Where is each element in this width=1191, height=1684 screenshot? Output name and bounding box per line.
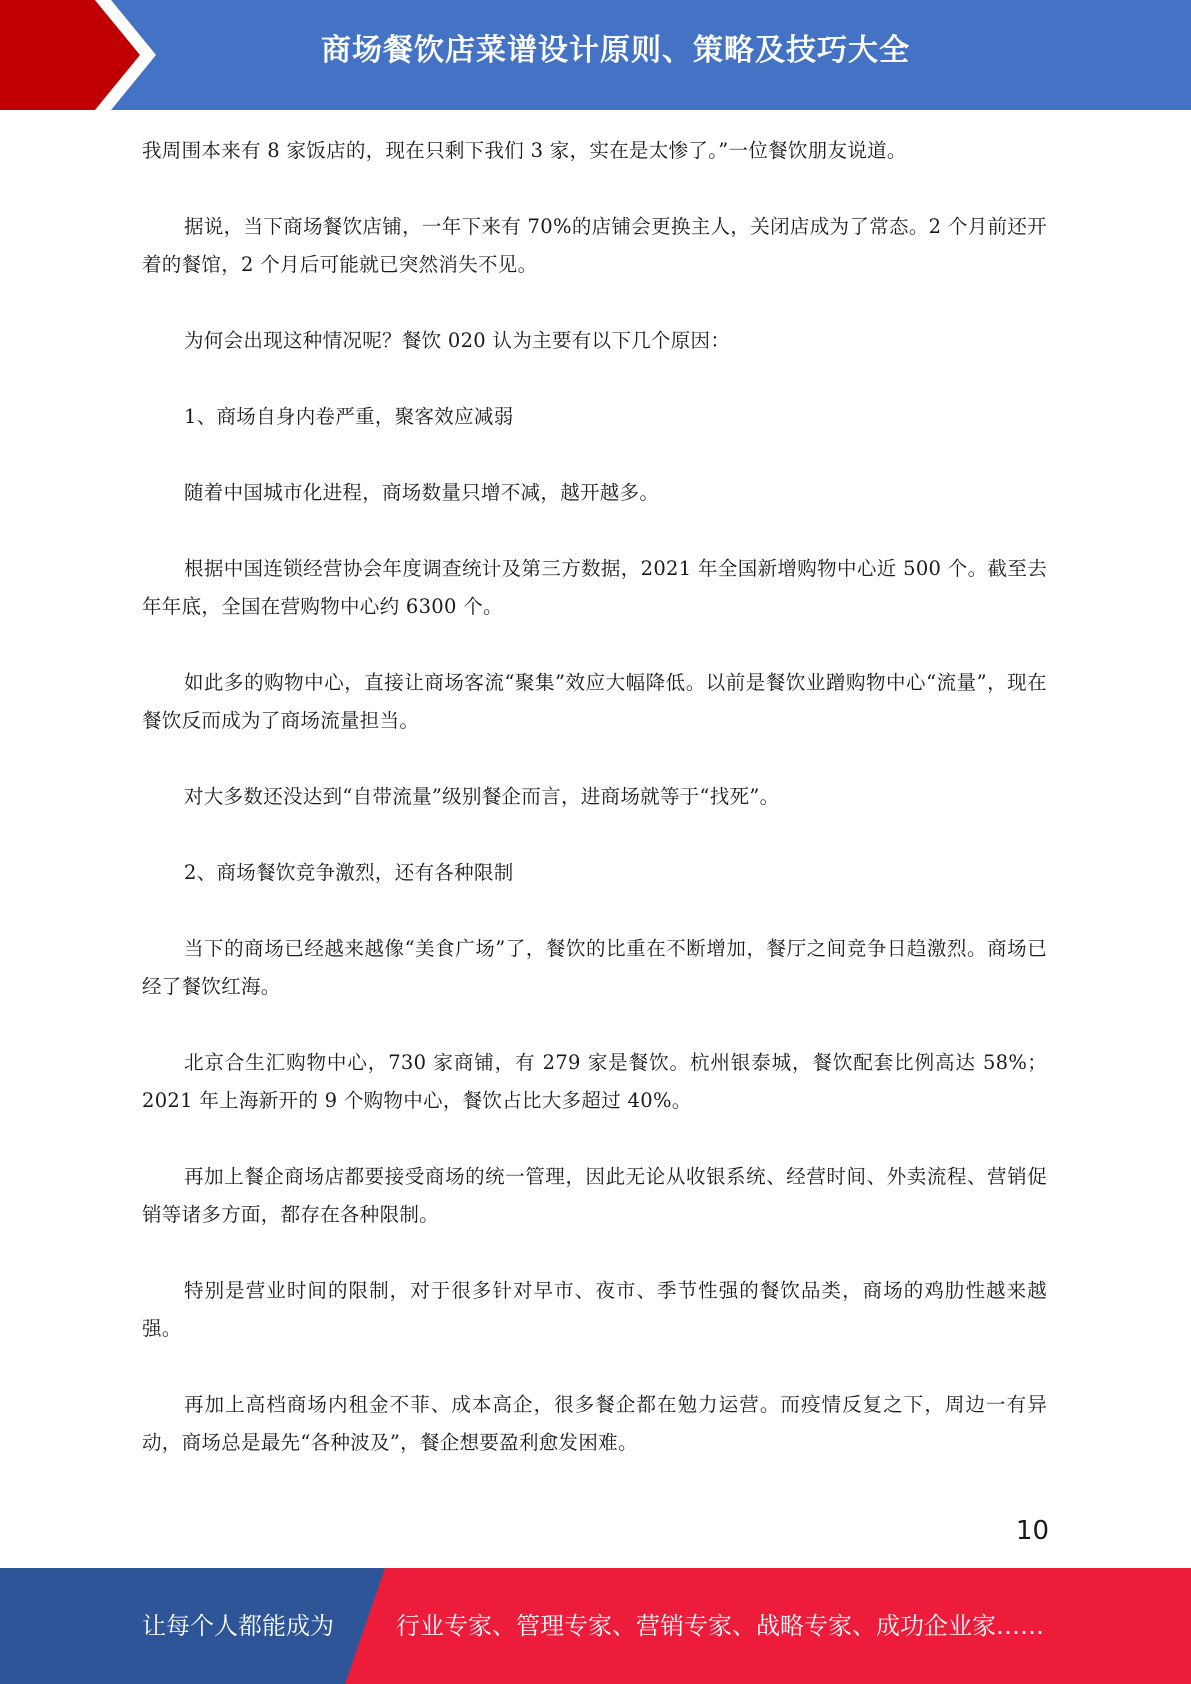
paragraph: 我周围本来有 8 家饭店的，现在只剩下我们 3 家，实在是太惨了。”一位餐饮朋友说道。 xyxy=(142,139,907,162)
paragraph: 为何会出现这种情况呢？餐饮 020 认为主要有以下几个原因： xyxy=(184,329,731,352)
paragraph: 随着中国城市化进程，商场数量只增不减，越开越多。 xyxy=(184,481,660,504)
paragraph: 当下的商场已经越来越像“美食广场”了，餐饮的比重在不断增加，餐厅之间竞争日趋激烈。商场已经了餐饮红海。 xyxy=(142,937,1047,998)
paragraph: 据说，当下商场餐饮店铺，一年下来有 70%的店铺会更换主人，关闭店成为了常态。2 个月前还开着的餐馆，2 个月后可能就已突然消失不见。 xyxy=(142,215,1047,276)
paragraph: 特别是营业时间的限制，对于很多针对早市、夜市、季节性强的餐饮品类，商场的鸡肋性越来越强。 xyxy=(142,1279,1047,1340)
page-header xyxy=(0,0,1191,110)
paragraph: 如此多的购物中心，直接让商场客流“聚集”效应大幅降低。以前是餐饮业蹭购物中心“流量”，现在餐饮反而成为了商场流量担当。 xyxy=(142,671,1047,732)
section-heading: 2、商场餐饮竞争激烈，还有各种限制 xyxy=(184,861,514,884)
page-number: 10 xyxy=(1015,1516,1049,1546)
footer-slogan-left: 让每个人都能成为 xyxy=(142,1612,334,1640)
section-heading: 1、商场自身内卷严重，聚客效应减弱 xyxy=(184,405,514,428)
paragraph: 根据中国连锁经营协会年度调查统计及第三方数据，2021 年全国新增购物中心近 500 个。截至去年年底，全国在营购物中心约 6300 个。 xyxy=(142,557,1047,618)
paragraph: 对大多数还没达到“自带流量”级别餐企而言，进商场就等于“找死”。 xyxy=(184,785,780,808)
article-body xyxy=(142,132,1047,1462)
paragraph: 北京合生汇购物中心，730 家商铺，有 279 家是餐饮。杭州银泰城，餐饮配套比例高达 58%；2021 年上海新开的 9 个购物中心，餐饮占比大多超过 40%。 xyxy=(142,1051,1047,1112)
page-footer xyxy=(0,1568,1191,1684)
paragraph: 再加上餐企商场店都要接受商场的统一管理，因此无论从收银系统、经营时间、外卖流程、营销促销等诸多方面，都存在各种限制。 xyxy=(142,1165,1047,1226)
footer-slogan-right: 行业专家、管理专家、营销专家、战略专家、成功企业家…… xyxy=(396,1612,1044,1640)
paragraph: 再加上高档商场内租金不菲、成本高企，很多餐企都在勉力运营。而疫情反复之下，周边一有异动，商场总是最先“各种波及”，餐企想要盈利愈发困难。 xyxy=(142,1393,1047,1454)
page-title: 商场餐饮店菜谱设计原则、策略及技巧大全 xyxy=(321,33,910,68)
header-arrow-icon xyxy=(0,0,160,110)
